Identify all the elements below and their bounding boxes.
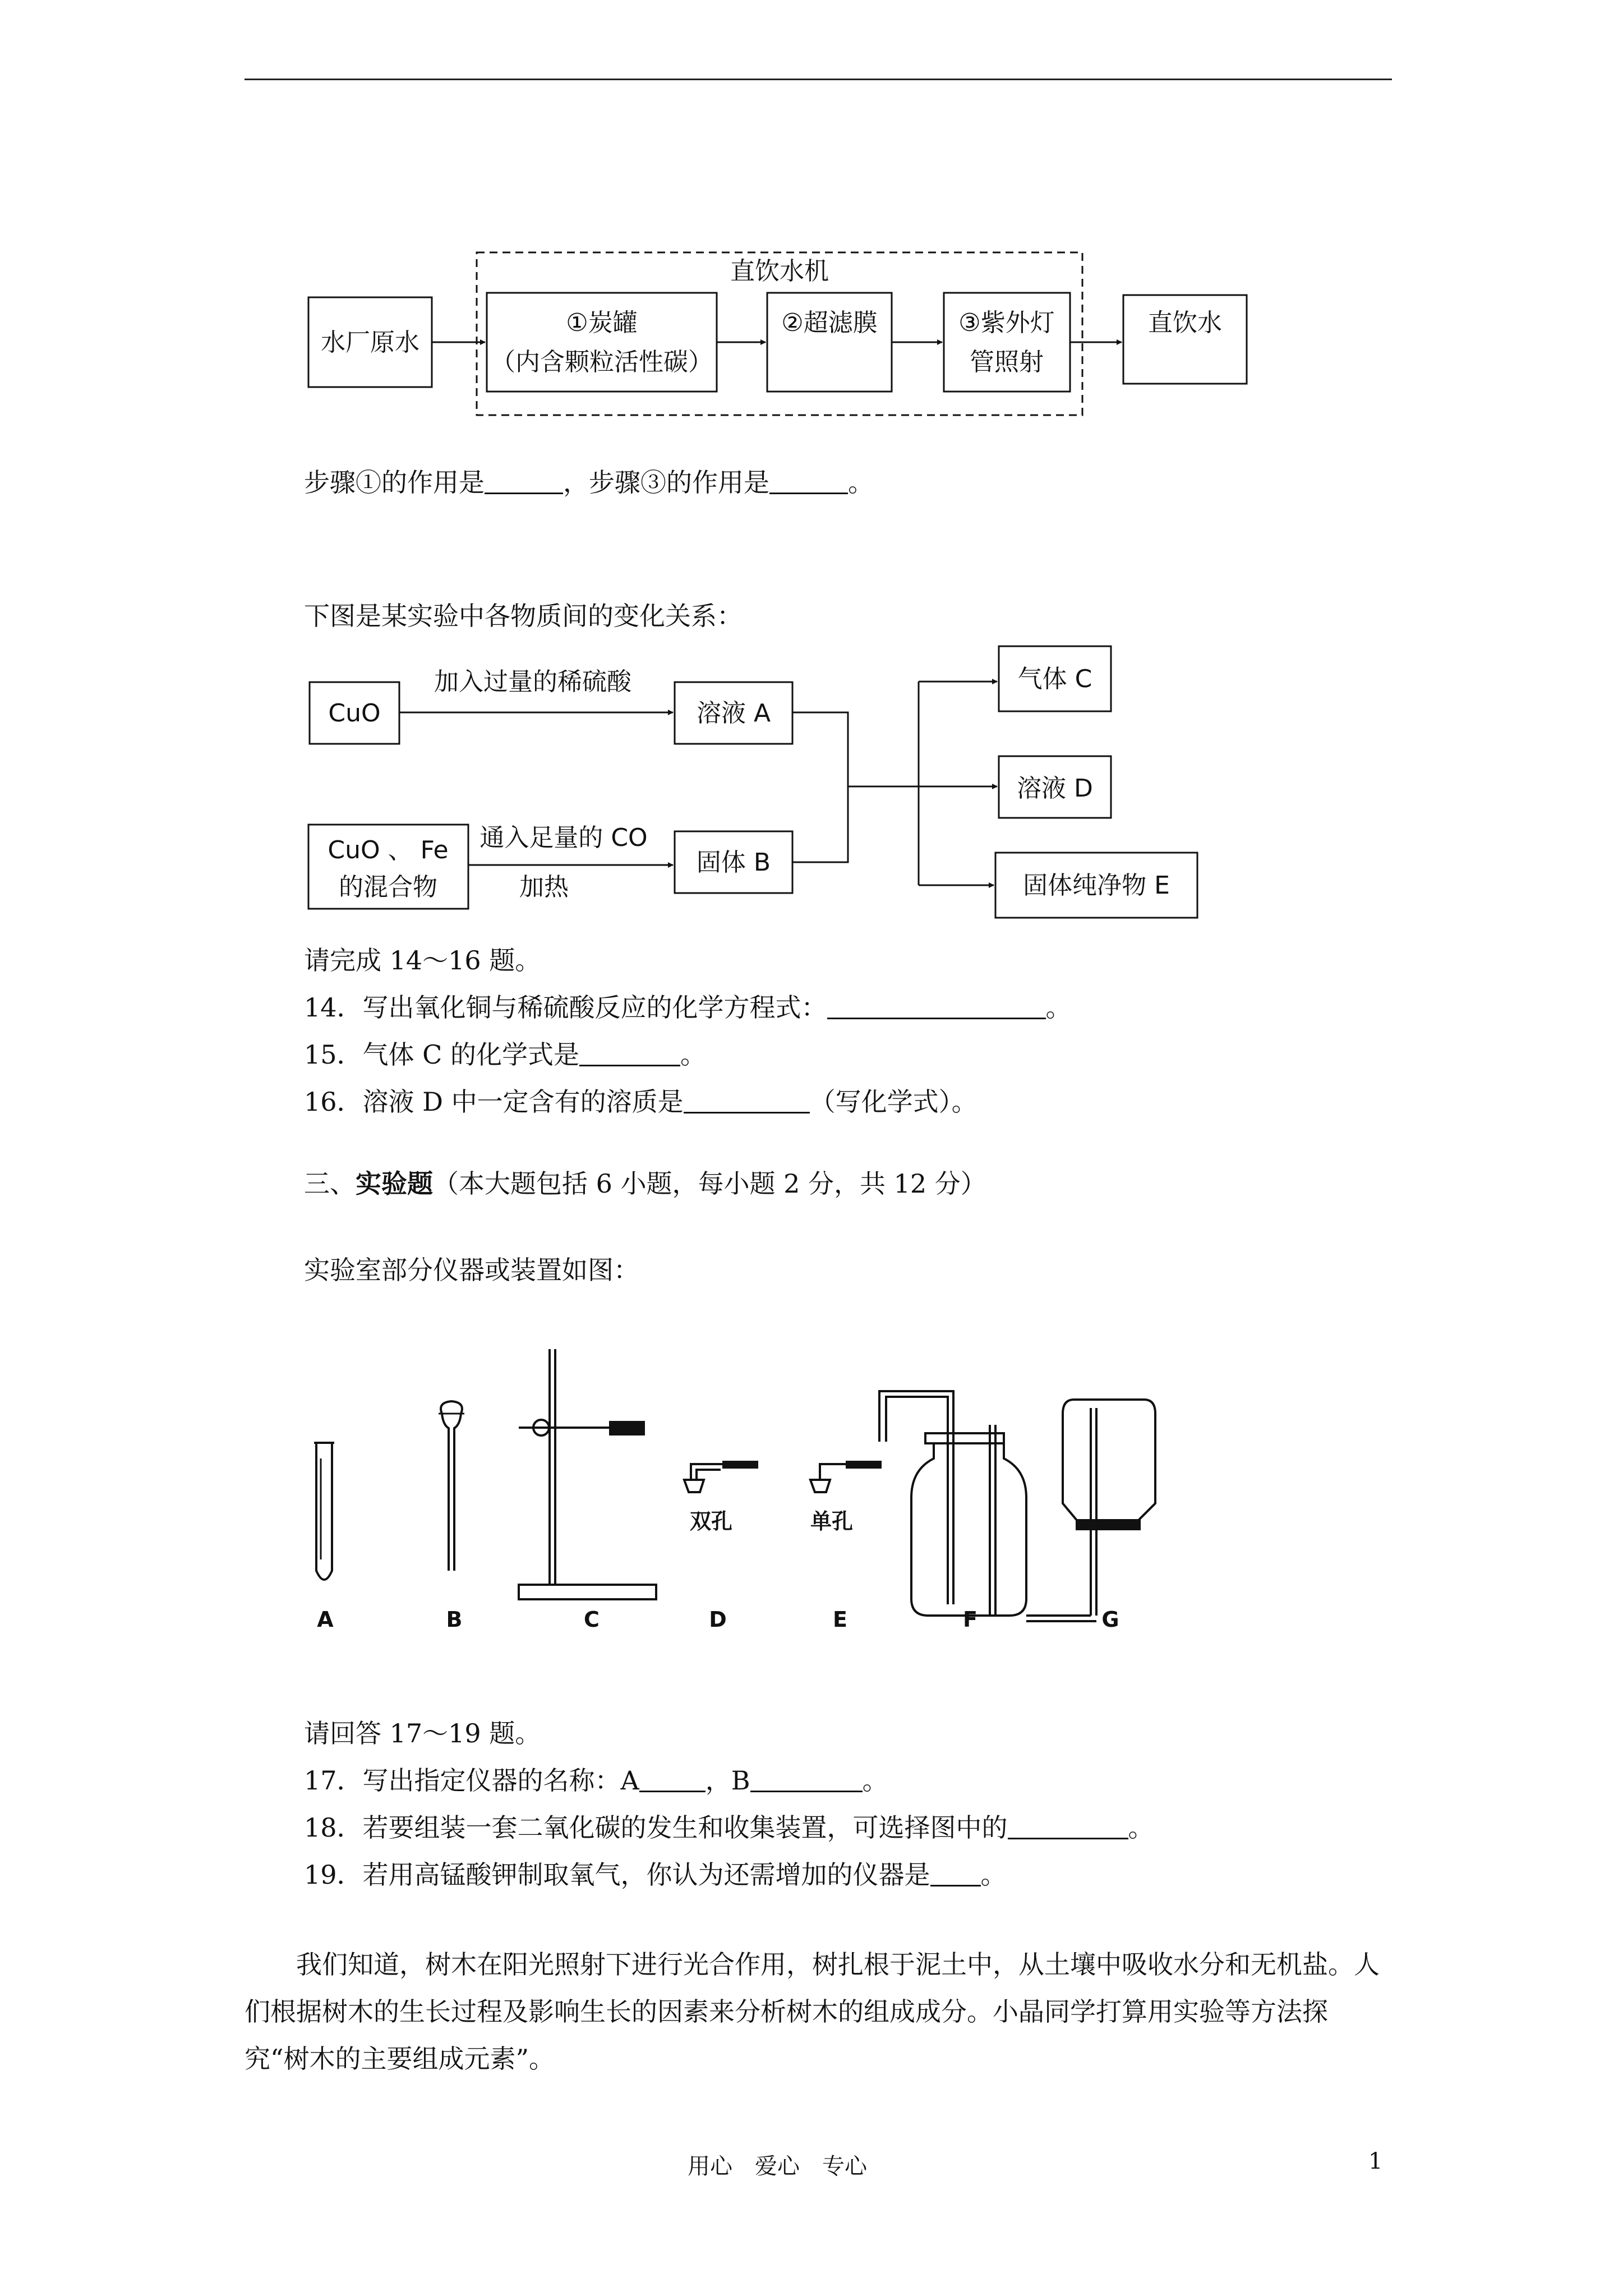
mixture-line1: CuO 、 Fe: [328, 836, 449, 864]
heat-label: 加热: [519, 873, 569, 901]
reagent1-label: 加入过量的稀硫酸: [434, 668, 631, 696]
two-hole-stopper-d: [684, 1462, 757, 1492]
long-neck-funnel-b: [439, 1401, 464, 1571]
inverted-bottle-g: [1026, 1400, 1155, 1621]
step3-subtitle: 管照射: [970, 348, 1044, 376]
apparatus-labels: [317, 1607, 1119, 1632]
question-19: 19．若用高锰酸钾制取氧气，你认为还需增加的仪器是 。: [304, 1858, 1007, 1892]
solid-b-box: 固体 B: [696, 848, 771, 877]
flow-intro: 下图是某实验中各物质间的变化关系：: [304, 601, 743, 631]
question-18: 18．若要组装一套二氧化碳的发生和收集装置，可选择图中的 。: [304, 1811, 1154, 1844]
water-purifier-diagram: [292, 241, 1256, 421]
question-15: 15．气体 C 的化学式是 。: [304, 1038, 706, 1071]
question-steps: 步骤①的作用是 ，步骤③的作用是 。: [304, 466, 874, 499]
cuo-box: CuO: [328, 699, 381, 728]
gas-bottle-f: [879, 1391, 1026, 1616]
substance-flow-diagram: [292, 634, 1256, 926]
section-3-heading: 三、实验题（本大题包括 6 小题，每小题 2 分，共 12 分）: [304, 1168, 986, 1199]
apparatus-figure: [292, 1335, 1245, 1638]
mixture-line2: 的混合物: [339, 873, 437, 901]
apparatus-label-f: F: [963, 1607, 978, 1632]
questions-b-intro: 请回答 17～19 题。: [304, 1718, 541, 1749]
apparatus-intro: 实验室部分仪器或装置如图：: [304, 1255, 639, 1285]
step3-title: ③紫外灯: [958, 309, 1055, 337]
d-caption: 双孔: [690, 1509, 733, 1534]
iron-stand-c: [519, 1349, 656, 1599]
test-tube-a: [314, 1443, 334, 1580]
header-rule: [245, 79, 1392, 80]
step1-title: ①炭罐: [566, 309, 638, 337]
apparatus-label-c: C: [584, 1607, 600, 1632]
question-17: 17．写出指定仪器的名称：A ，B 。: [304, 1764, 888, 1797]
footer-text: 用心 爱心 专心: [688, 2154, 867, 2179]
e-caption: 单孔: [810, 1509, 854, 1534]
apparatus-label-b: B: [446, 1607, 463, 1632]
output-box: 直饮水: [1148, 309, 1222, 337]
one-hole-stopper-e: [810, 1462, 880, 1492]
step2-box: ②超滤膜: [781, 309, 878, 337]
reagent2-label: 通入足量的 CO: [479, 823, 648, 852]
machine-title: 直饮水机: [730, 257, 829, 286]
solution-d-box: 溶液 D: [1017, 774, 1093, 803]
apparatus-label-g: G: [1101, 1607, 1119, 1632]
apparatus-label-a: A: [317, 1607, 334, 1632]
apparatus-label-d: D: [709, 1607, 727, 1632]
gas-c-box: 气体 C: [1017, 665, 1092, 693]
question-14: 14．写出氧化铜与稀硫酸反应的化学方程式： 。: [304, 991, 1072, 1024]
page-number: 1: [1368, 2148, 1383, 2174]
question-16: 16．溶液 D 中一定含有的溶质是 （写化学式）。: [304, 1085, 978, 1119]
solid-e-box: 固体纯净物 E: [1023, 871, 1170, 900]
apparatus-label-e: E: [833, 1607, 847, 1632]
questions-a-intro: 请完成 14～16 题。: [304, 945, 541, 976]
step1-subtitle: （内含颗粒活性碳）: [491, 348, 713, 376]
solution-a-box: 溶液 A: [696, 699, 771, 728]
closing-paragraph: 我们知道，树木在阳光照射下进行光合作用，树扎根于泥土中，从土壤中吸收水分和无机盐。人们根据树木的生长过程及影响生长的因素来分析树木的组成成分。小晶同学打算用实验等方法探究“树木的主要组成元素”。: [245, 1949, 1380, 2074]
source-box: 水厂原水: [321, 328, 419, 357]
